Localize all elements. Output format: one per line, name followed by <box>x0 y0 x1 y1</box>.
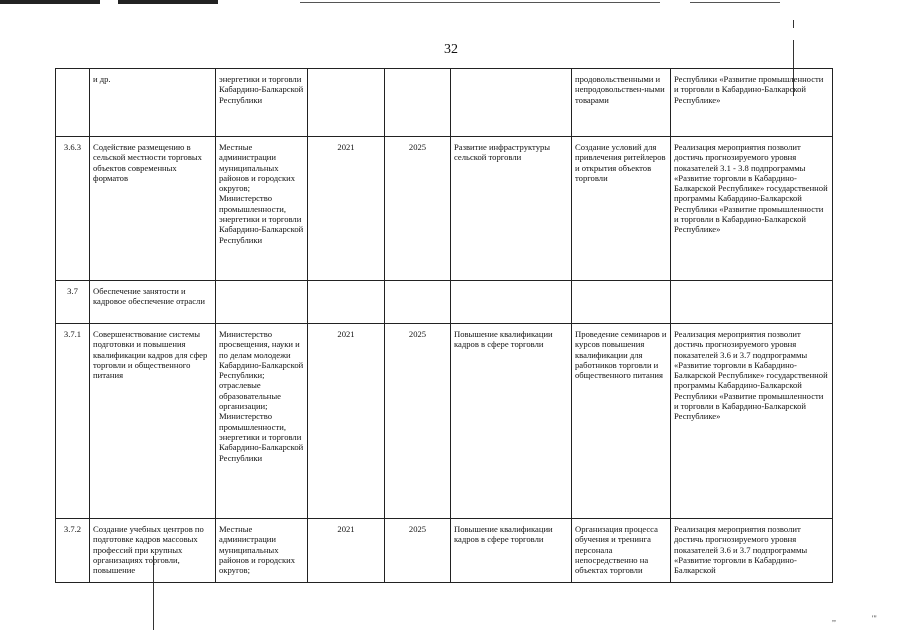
cell-program: Реализация мероприятия позволит достичь прогнозируемого уровня показателей 3.6 и 3.7 подпрограммы «Развитие торговли в Кабардино-Балкарской Республике» государственной программы Кабардино-Балкарской Республики «Развитие промышленности и торговли в Кабардино-Балкарской Республике» <box>671 324 833 519</box>
cell-executors: Министерство просвещения, науки и по делам молодежи Кабардино-Балкарской Республики; отраслевые образовательные организации; Министерство промышленности, энергетики и торговли Кабардино-Балкарской Республики <box>216 324 308 519</box>
table-row <box>56 281 833 324</box>
cell-program: Реализация мероприятия позволит достичь прогнозируемого уровня показателей 3.1 - 3.8 подпрограммы «Развитие торговли в Кабардино-Балкарской Республике» государственной программы Кабардино-Балкарской Республики «Развитие промышленности и торговли в Кабардино-Балкарской Республике» <box>671 137 833 281</box>
cell-end-year: 2025 <box>385 519 451 583</box>
cell-program <box>671 281 833 324</box>
cell-result: Создание условий для привлечения ритейлеров и открытия объектов торговли <box>572 137 671 281</box>
cell-start-year: 2021 <box>308 137 385 281</box>
cell-executors: Местные администрации муниципальных районов и городских округов; Министерство промышленности, энергетики и торговли Кабардино-Балкарской Республики <box>216 137 308 281</box>
cell-result: Организация процесса обучения и тренинга персонала непосредственно на объектах торговли <box>572 519 671 583</box>
cell-number: 3.6.3 <box>56 137 90 281</box>
scan-line <box>300 2 660 3</box>
cell-direction <box>451 69 572 137</box>
scan-line <box>690 2 780 3</box>
cell-end-year: 2025 <box>385 324 451 519</box>
cell-end-year <box>385 281 451 324</box>
scan-line <box>118 0 218 4</box>
cell-direction <box>451 281 572 324</box>
cell-number <box>56 69 90 137</box>
scan-mark: ,, <box>832 614 836 623</box>
cell-result <box>572 281 671 324</box>
scan-line <box>0 0 100 4</box>
cell-number: 3.7 <box>56 281 90 324</box>
cell-executors: Местные администрации муниципальных районов и городских округов; <box>216 519 308 583</box>
cell-start-year: 2021 <box>308 324 385 519</box>
cell-start-year <box>308 281 385 324</box>
cell-end-year: 2025 <box>385 137 451 281</box>
cell-direction: Повышение квалификации кадров в сфере торговли <box>451 324 572 519</box>
cell-start-year <box>308 69 385 137</box>
cell-event: Создание учебных центров по подготовке кадров массовых профессий при крупных организациях торговли, повышение <box>90 519 216 583</box>
cell-event: Содействие размещению в сельской местности торговых объектов современных форматов <box>90 137 216 281</box>
cell-event: и др. <box>90 69 216 137</box>
cell-result: Проведение семинаров и курсов повышения квалификации для работников торговли и общественного питания <box>572 324 671 519</box>
cell-result: продовольственными и непродовольствен-ными товарами <box>572 69 671 137</box>
table-row <box>56 137 833 281</box>
scan-mark: '" <box>872 614 877 623</box>
cell-direction: Повышение квалификации кадров в сфере торговли <box>451 519 572 583</box>
table-row <box>56 324 833 519</box>
page-number: 32 <box>444 42 458 57</box>
cell-event: Обеспечение занятости и кадровое обеспечение отрасли <box>90 281 216 324</box>
cell-number: 3.7.1 <box>56 324 90 519</box>
cell-program: Республики «Развитие промышленности и торговли в Кабардино-Балкарской Республике» <box>671 69 833 137</box>
cell-number: 3.7.2 <box>56 519 90 583</box>
cell-executors: энергетики и торговли Кабардино-Балкарской Республики <box>216 69 308 137</box>
table-row <box>56 69 833 137</box>
measures-table <box>55 68 833 583</box>
cell-event: Совершенствование системы подготовки и повышения квалификации кадров для сфер торговли и общественного питания <box>90 324 216 519</box>
cell-start-year: 2021 <box>308 519 385 583</box>
scan-mark <box>793 20 794 28</box>
table-row <box>56 519 833 583</box>
cell-direction: Развитие инфраструктуры сельской торговли <box>451 137 572 281</box>
cell-end-year <box>385 69 451 137</box>
scan-border-top <box>0 0 905 6</box>
cell-program: Реализация мероприятия позволит достичь прогнозируемого уровня показателей 3.6 и 3.7 подпрограммы «Развитие торговли в Кабардино-Балкарской <box>671 519 833 583</box>
cell-executors <box>216 281 308 324</box>
